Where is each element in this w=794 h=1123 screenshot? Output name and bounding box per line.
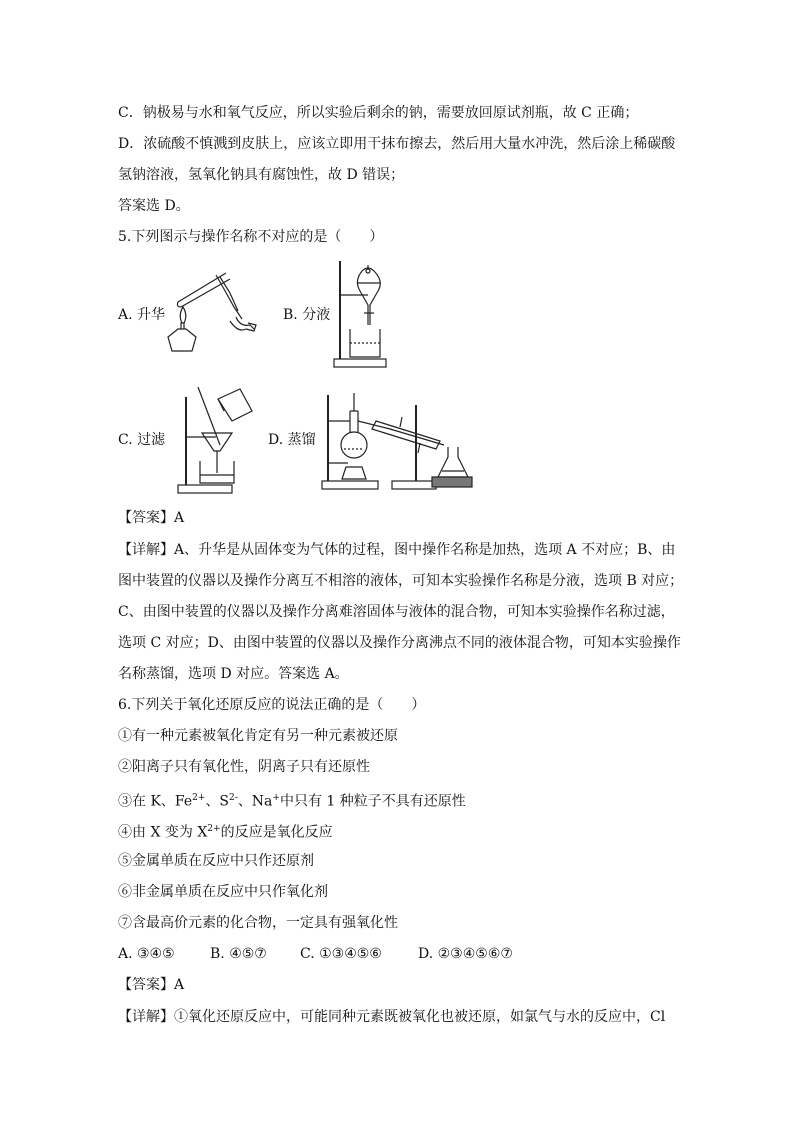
explain-5-line: 图中装置的仪器以及操作分离互不相溶的液体，可知本实验操作名称是分液，选项 B 对应；: [118, 573, 684, 589]
explain-6-line: 【详解】①氧化还原反应中，可能同种元素既被氧化也被还原，如氯气与水的反应中，Cl: [118, 1009, 666, 1025]
text-line: C．钠极易与水和氧气反应，所以实验后剩余的钠，需要放回原试剂瓶，故 C 正确；: [118, 105, 639, 121]
filtration-figure: [176, 385, 258, 495]
charge-sup: 2+: [207, 824, 221, 834]
choice-b: B. ④⑤⑦: [210, 946, 267, 962]
charge-sup: 2+: [192, 793, 206, 803]
text-line: 氢钠溶液，氢氧化钠具有腐蚀性，故 D 错误；: [118, 167, 405, 183]
text-line: 答案选 D。: [118, 198, 190, 214]
statement-7: ⑦含最高价元素的化合物，一定具有强氧化性: [118, 915, 398, 931]
sublimation-figure: [164, 267, 264, 357]
option-c-label: C. 过滤: [118, 432, 166, 448]
option-d-label: D. 蒸馏: [268, 432, 316, 448]
statement-4: [118, 819, 333, 843]
choice-c: C. ①③④⑤⑥: [300, 946, 382, 962]
statement-3-part: 、S: [205, 793, 230, 810]
explain-5-line: 选项 C 对应；D、由图中装置的仪器以及操作分离沸点不同的液体混合物，可知本实验操作: [118, 635, 681, 651]
statement-2: ②阳离子只有氧化性，阴离子只有还原性: [118, 759, 370, 775]
option-b-label: B. 分液: [283, 307, 331, 323]
separatory-funnel-figure: [330, 257, 390, 369]
text-line: D．浓硫酸不慎溅到皮肤上，应该立即用干抹布擦去，然后用大量水冲洗，然后涂上稀碳酸: [118, 136, 676, 152]
answer-5: 【答案】A: [118, 510, 185, 526]
statement-1: ①有一种元素被氧化肯定有另一种元素被还原: [118, 728, 398, 744]
statement-4-part: ④由 X 变为 X: [118, 824, 208, 841]
statement-6: ⑥非金属单质在反应中只作氧化剂: [118, 884, 328, 900]
question-5-stem: 5.下列图示与操作名称不对应的是（ ）: [118, 229, 384, 245]
explain-5-line: 名称蒸馏，选项 D 对应。答案选 A。: [118, 666, 349, 682]
question-6-stem: 6.下列关于氧化还原反应的说法正确的是（ ）: [118, 697, 426, 713]
statement-3-part: 、Na: [237, 793, 273, 810]
statement-3-part: 中只有 1 种粒子不具有还原性: [279, 793, 466, 810]
explain-5-line: C、由图中装置的仪器以及操作分离难溶固体与液体的混合物，可知本实验操作名称过滤，: [118, 604, 675, 620]
choice-a: A. ③④⑤: [118, 946, 175, 962]
explain-5-line: 【详解】A、升华是从固体变为气体的过程，图中操作名称是加热，选项 A 不对应；B、由: [118, 542, 676, 558]
distillation-figure: [320, 387, 480, 491]
charge-sup: 2-: [229, 793, 238, 803]
statement-5: ⑤金属单质在反应中只作还原剂: [118, 853, 314, 869]
option-a-label: A. 升华: [118, 307, 166, 323]
choice-d: D. ②③④⑤⑥⑦: [418, 946, 513, 962]
statement-3: [118, 788, 466, 812]
statement-4-part: 的反应是氧化反应: [220, 824, 333, 841]
answer-6: 【答案】A: [118, 977, 185, 993]
statement-3-part: ③在 K、Fe: [118, 793, 193, 810]
charge-sup: +: [272, 793, 280, 803]
